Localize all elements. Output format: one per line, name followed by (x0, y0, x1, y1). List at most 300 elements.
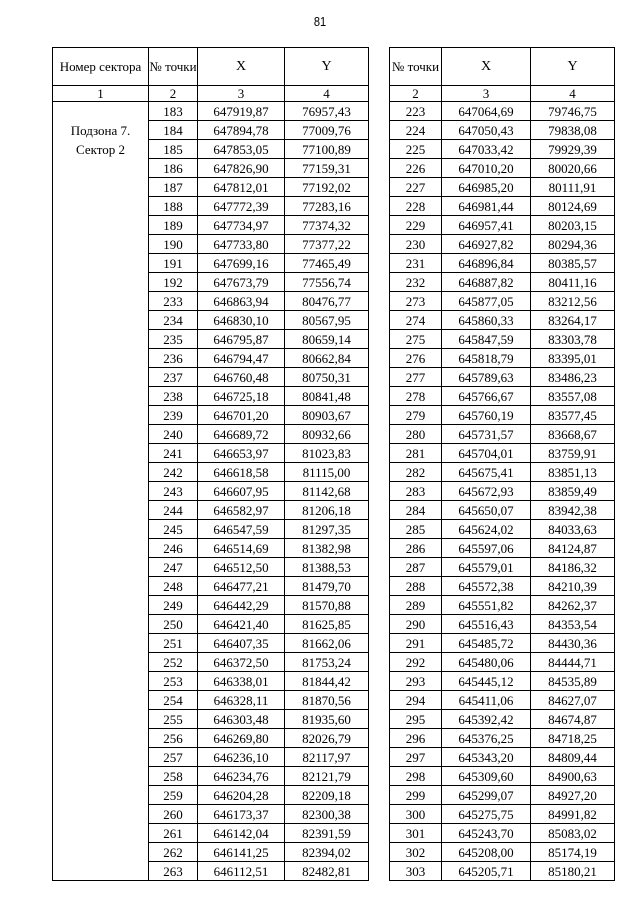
point-number-cell: 274 (390, 311, 442, 330)
x-coordinate-cell: 646957,41 (442, 216, 531, 235)
y-coordinate-cell: 81844,42 (285, 672, 369, 691)
x-coordinate-cell: 646896,84 (442, 254, 531, 273)
x-coordinate-cell: 647772,39 (198, 197, 285, 216)
point-number-cell: 257 (149, 748, 198, 767)
x-coordinate-cell: 646234,76 (198, 767, 285, 786)
table-row (390, 710, 615, 729)
table-row (390, 178, 615, 197)
x-coordinate-cell: 646477,21 (198, 577, 285, 596)
x-coordinate-cell: 645847,59 (442, 330, 531, 349)
x-coordinate-cell: 646794,47 (198, 349, 285, 368)
x-coordinate-cell: 646512,50 (198, 558, 285, 577)
y-coordinate-cell: 81753,24 (285, 653, 369, 672)
table-row (390, 102, 615, 121)
x-coordinate-cell: 645704,01 (442, 444, 531, 463)
x-coordinate-cell: 647894,78 (198, 121, 285, 140)
y-coordinate-cell: 83395,01 (531, 349, 615, 368)
point-number-cell: 229 (390, 216, 442, 235)
point-number-cell: 259 (149, 786, 198, 805)
y-coordinate-cell: 84353,54 (531, 615, 615, 634)
point-number-cell: 226 (390, 159, 442, 178)
x-coordinate-cell: 645411,06 (442, 691, 531, 710)
y-coordinate-cell: 82026,79 (285, 729, 369, 748)
point-number-cell: 191 (149, 254, 198, 273)
y-coordinate-cell: 80841,48 (285, 387, 369, 406)
x-coordinate-cell: 645376,25 (442, 729, 531, 748)
point-number-cell: 283 (390, 482, 442, 501)
x-coordinate-cell: 647673,79 (198, 273, 285, 292)
x-coordinate-cell: 646981,44 (442, 197, 531, 216)
y-coordinate-cell: 80203,15 (531, 216, 615, 235)
point-number-cell: 190 (149, 235, 198, 254)
point-number-cell: 302 (390, 843, 442, 862)
x-coordinate-cell: 646582,97 (198, 501, 285, 520)
point-number-cell: 263 (149, 862, 198, 881)
y-coordinate-cell: 84444,71 (531, 653, 615, 672)
point-number-cell: 246 (149, 539, 198, 558)
table-row (390, 254, 615, 273)
y-coordinate-cell: 82394,02 (285, 843, 369, 862)
table-row (390, 843, 615, 862)
table-row (390, 273, 615, 292)
point-number-cell: 234 (149, 311, 198, 330)
point-number-cell: 225 (390, 140, 442, 159)
x-coordinate-cell: 646328,11 (198, 691, 285, 710)
y-coordinate-cell: 84033,63 (531, 520, 615, 539)
table-row (390, 501, 615, 520)
table-row (390, 368, 615, 387)
coordinates-table-right (389, 47, 615, 881)
x-coordinate-cell: 645551,82 (442, 596, 531, 615)
point-number-cell: 296 (390, 729, 442, 748)
point-number-cell: 294 (390, 691, 442, 710)
y-coordinate-cell: 77159,31 (285, 159, 369, 178)
table-row (390, 767, 615, 786)
x-coordinate-cell: 647826,90 (198, 159, 285, 178)
point-number-cell: 188 (149, 197, 198, 216)
y-coordinate-cell: 80111,91 (531, 178, 615, 197)
x-coordinate-cell: 645624,02 (442, 520, 531, 539)
coordinates-table-left (52, 47, 369, 881)
table-row (390, 121, 615, 140)
point-number-cell: 280 (390, 425, 442, 444)
y-coordinate-cell: 80903,67 (285, 406, 369, 425)
column-number-4: 4 (285, 86, 369, 102)
y-coordinate-cell: 82391,59 (285, 824, 369, 843)
x-coordinate-cell: 646701,20 (198, 406, 285, 425)
x-coordinate-cell: 646442,29 (198, 596, 285, 615)
x-coordinate-cell: 645243,70 (442, 824, 531, 843)
x-coordinate-cell: 645789,63 (442, 368, 531, 387)
table-row (390, 653, 615, 672)
x-coordinate-cell: 645343,20 (442, 748, 531, 767)
header-sector: Номер сектора (53, 48, 149, 86)
point-number-cell: 292 (390, 653, 442, 672)
table-row (390, 425, 615, 444)
table-row (390, 387, 615, 406)
point-number-cell: 260 (149, 805, 198, 824)
page-number: 81 (313, 14, 327, 29)
y-coordinate-cell: 80750,31 (285, 368, 369, 387)
y-coordinate-cell: 81570,88 (285, 596, 369, 615)
point-number-cell: 301 (390, 824, 442, 843)
y-coordinate-cell: 84124,87 (531, 539, 615, 558)
x-coordinate-cell: 646653,97 (198, 444, 285, 463)
point-number-cell: 233 (149, 292, 198, 311)
point-number-cell: 288 (390, 577, 442, 596)
x-coordinate-cell: 645597,06 (442, 539, 531, 558)
x-coordinate-cell: 646372,50 (198, 653, 285, 672)
x-coordinate-cell: 646547,59 (198, 520, 285, 539)
table-row (390, 330, 615, 349)
table-row (390, 482, 615, 501)
x-coordinate-cell: 647733,80 (198, 235, 285, 254)
y-coordinate-cell: 83264,17 (531, 311, 615, 330)
point-number-cell: 285 (390, 520, 442, 539)
y-coordinate-cell: 81625,85 (285, 615, 369, 634)
y-coordinate-cell: 77283,16 (285, 197, 369, 216)
table-row (390, 520, 615, 539)
y-coordinate-cell: 77192,02 (285, 178, 369, 197)
point-number-cell: 224 (390, 121, 442, 140)
x-coordinate-cell: 646514,69 (198, 539, 285, 558)
x-coordinate-cell: 646689,72 (198, 425, 285, 444)
point-number-cell: 232 (390, 273, 442, 292)
y-coordinate-cell: 84210,39 (531, 577, 615, 596)
point-number-cell: 187 (149, 178, 198, 197)
x-coordinate-cell: 646863,94 (198, 292, 285, 311)
point-number-cell: 184 (149, 121, 198, 140)
x-coordinate-cell: 647734,97 (198, 216, 285, 235)
x-coordinate-cell: 646887,82 (442, 273, 531, 292)
x-coordinate-cell: 645485,72 (442, 634, 531, 653)
x-coordinate-cell: 645516,43 (442, 615, 531, 634)
x-coordinate-cell: 646112,51 (198, 862, 285, 881)
table-row (390, 729, 615, 748)
table-row (390, 140, 615, 159)
point-number-cell: 231 (390, 254, 442, 273)
table-row (390, 672, 615, 691)
x-coordinate-cell: 646607,95 (198, 482, 285, 501)
header-y: Y (531, 48, 615, 86)
y-coordinate-cell: 77100,89 (285, 140, 369, 159)
table-row (390, 577, 615, 596)
table-row (390, 463, 615, 482)
column-number-1: 1 (53, 86, 149, 102)
table-row (390, 862, 615, 881)
y-coordinate-cell: 81206,18 (285, 501, 369, 520)
x-coordinate-cell: 645480,06 (442, 653, 531, 672)
y-coordinate-cell: 84535,89 (531, 672, 615, 691)
point-number-cell: 297 (390, 748, 442, 767)
point-number-cell: 273 (390, 292, 442, 311)
x-coordinate-cell: 646795,87 (198, 330, 285, 349)
point-number-cell: 256 (149, 729, 198, 748)
y-coordinate-cell: 85180,21 (531, 862, 615, 881)
x-coordinate-cell: 645309,60 (442, 767, 531, 786)
y-coordinate-cell: 84900,63 (531, 767, 615, 786)
x-coordinate-cell: 646142,04 (198, 824, 285, 843)
point-number-cell: 281 (390, 444, 442, 463)
point-number-cell: 254 (149, 691, 198, 710)
table-row (390, 596, 615, 615)
x-coordinate-cell: 646338,01 (198, 672, 285, 691)
y-coordinate-cell: 83577,45 (531, 406, 615, 425)
y-coordinate-cell: 80124,69 (531, 197, 615, 216)
y-coordinate-cell: 83557,08 (531, 387, 615, 406)
table-row (53, 102, 369, 121)
right-table-body (390, 102, 615, 881)
table-row (390, 216, 615, 235)
header-point-number: № точки (390, 48, 442, 86)
y-coordinate-cell: 81388,53 (285, 558, 369, 577)
x-coordinate-cell: 647033,42 (442, 140, 531, 159)
y-coordinate-cell: 82121,79 (285, 767, 369, 786)
y-coordinate-cell: 81662,06 (285, 634, 369, 653)
header-point-number: № точки (149, 48, 198, 86)
y-coordinate-cell: 84430,36 (531, 634, 615, 653)
point-number-cell: 250 (149, 615, 198, 634)
x-coordinate-cell: 646760,48 (198, 368, 285, 387)
point-number-cell: 258 (149, 767, 198, 786)
y-coordinate-cell: 84927,20 (531, 786, 615, 805)
table-row (390, 786, 615, 805)
point-number-cell: 236 (149, 349, 198, 368)
point-number-cell: 183 (149, 102, 198, 121)
table-row (390, 691, 615, 710)
x-coordinate-cell: 646204,28 (198, 786, 285, 805)
header-x: X (442, 48, 531, 86)
y-coordinate-cell: 83303,78 (531, 330, 615, 349)
x-coordinate-cell: 646303,48 (198, 710, 285, 729)
x-coordinate-cell: 645675,41 (442, 463, 531, 482)
x-coordinate-cell: 646927,82 (442, 235, 531, 254)
y-coordinate-cell: 81382,98 (285, 539, 369, 558)
column-number-4: 4 (531, 86, 615, 102)
table-row (390, 539, 615, 558)
y-coordinate-cell: 84718,25 (531, 729, 615, 748)
x-coordinate-cell: 646269,80 (198, 729, 285, 748)
x-coordinate-cell: 645760,19 (442, 406, 531, 425)
x-coordinate-cell: 645299,07 (442, 786, 531, 805)
y-coordinate-cell: 84262,37 (531, 596, 615, 615)
column-number-2: 2 (390, 86, 442, 102)
point-number-cell: 277 (390, 368, 442, 387)
point-number-cell: 253 (149, 672, 198, 691)
point-number-cell: 276 (390, 349, 442, 368)
x-coordinate-cell: 646173,37 (198, 805, 285, 824)
y-coordinate-cell: 80659,14 (285, 330, 369, 349)
table-row (390, 235, 615, 254)
point-number-cell: 262 (149, 843, 198, 862)
y-coordinate-cell: 85174,19 (531, 843, 615, 862)
point-number-cell: 293 (390, 672, 442, 691)
point-number-cell: 247 (149, 558, 198, 577)
x-coordinate-cell: 645877,05 (442, 292, 531, 311)
point-number-cell: 238 (149, 387, 198, 406)
column-number-3: 3 (442, 86, 531, 102)
table-row (390, 558, 615, 577)
x-coordinate-cell: 646830,10 (198, 311, 285, 330)
x-coordinate-cell: 646421,40 (198, 615, 285, 634)
point-number-cell: 289 (390, 596, 442, 615)
table-row (390, 292, 615, 311)
x-coordinate-cell: 647050,43 (442, 121, 531, 140)
point-number-cell: 244 (149, 501, 198, 520)
y-coordinate-cell: 81870,56 (285, 691, 369, 710)
y-coordinate-cell: 81115,00 (285, 463, 369, 482)
x-coordinate-cell: 645672,93 (442, 482, 531, 501)
point-number-cell: 298 (390, 767, 442, 786)
x-coordinate-cell: 645860,33 (442, 311, 531, 330)
table-row (390, 349, 615, 368)
y-coordinate-cell: 82117,97 (285, 748, 369, 767)
point-number-cell: 249 (149, 596, 198, 615)
y-coordinate-cell: 81479,70 (285, 577, 369, 596)
table-row (390, 824, 615, 843)
x-coordinate-cell: 645579,01 (442, 558, 531, 577)
x-coordinate-cell: 646618,58 (198, 463, 285, 482)
x-coordinate-cell: 645205,71 (442, 862, 531, 881)
x-coordinate-cell: 645818,79 (442, 349, 531, 368)
y-coordinate-cell: 80662,84 (285, 349, 369, 368)
x-coordinate-cell: 646236,10 (198, 748, 285, 767)
y-coordinate-cell: 82482,81 (285, 862, 369, 881)
y-coordinate-cell: 84186,32 (531, 558, 615, 577)
column-number-2: 2 (149, 86, 198, 102)
x-coordinate-cell: 646985,20 (442, 178, 531, 197)
y-coordinate-cell: 82300,38 (285, 805, 369, 824)
x-coordinate-cell: 645650,07 (442, 501, 531, 520)
point-number-cell: 237 (149, 368, 198, 387)
y-coordinate-cell: 79746,75 (531, 102, 615, 121)
x-coordinate-cell: 645275,75 (442, 805, 531, 824)
point-number-cell: 235 (149, 330, 198, 349)
point-number-cell: 299 (390, 786, 442, 805)
point-number-cell: 185 (149, 140, 198, 159)
y-coordinate-cell: 79838,08 (531, 121, 615, 140)
y-coordinate-cell: 81142,68 (285, 482, 369, 501)
y-coordinate-cell: 83668,67 (531, 425, 615, 444)
x-coordinate-cell: 647919,87 (198, 102, 285, 121)
x-coordinate-cell: 646725,18 (198, 387, 285, 406)
point-number-cell: 291 (390, 634, 442, 653)
x-coordinate-cell: 645766,67 (442, 387, 531, 406)
point-number-cell: 295 (390, 710, 442, 729)
column-number-3: 3 (198, 86, 285, 102)
y-coordinate-cell: 80385,57 (531, 254, 615, 273)
point-number-cell: 287 (390, 558, 442, 577)
y-coordinate-cell: 83942,38 (531, 501, 615, 520)
y-coordinate-cell: 84991,82 (531, 805, 615, 824)
point-number-cell: 286 (390, 539, 442, 558)
x-coordinate-cell: 647812,01 (198, 178, 285, 197)
x-coordinate-cell: 645572,38 (442, 577, 531, 596)
y-coordinate-cell: 77374,32 (285, 216, 369, 235)
header-x: X (198, 48, 285, 86)
y-coordinate-cell: 81023,83 (285, 444, 369, 463)
point-number-cell: 223 (390, 102, 442, 121)
y-coordinate-cell: 83759,91 (531, 444, 615, 463)
x-coordinate-cell: 645208,00 (442, 843, 531, 862)
point-number-cell: 279 (390, 406, 442, 425)
table-row (390, 311, 615, 330)
y-coordinate-cell: 81935,60 (285, 710, 369, 729)
y-coordinate-cell: 85083,02 (531, 824, 615, 843)
x-coordinate-cell: 645731,57 (442, 425, 531, 444)
point-number-cell: 300 (390, 805, 442, 824)
y-coordinate-cell: 83859,49 (531, 482, 615, 501)
sector-label: Подзона 7. Сектор 2 (53, 102, 149, 881)
table-row (390, 634, 615, 653)
y-coordinate-cell: 77377,22 (285, 235, 369, 254)
table-row (390, 159, 615, 178)
y-coordinate-cell: 84627,07 (531, 691, 615, 710)
table-row (390, 748, 615, 767)
y-coordinate-cell: 76957,43 (285, 102, 369, 121)
x-coordinate-cell: 647699,16 (198, 254, 285, 273)
y-coordinate-cell: 84674,87 (531, 710, 615, 729)
point-number-cell: 240 (149, 425, 198, 444)
point-number-cell: 189 (149, 216, 198, 235)
y-coordinate-cell: 80932,66 (285, 425, 369, 444)
point-number-cell: 252 (149, 653, 198, 672)
y-coordinate-cell: 83851,13 (531, 463, 615, 482)
x-coordinate-cell: 647853,05 (198, 140, 285, 159)
point-number-cell: 245 (149, 520, 198, 539)
point-number-cell: 275 (390, 330, 442, 349)
point-number-cell: 241 (149, 444, 198, 463)
point-number-cell: 230 (390, 235, 442, 254)
y-coordinate-cell: 77465,49 (285, 254, 369, 273)
y-coordinate-cell: 81297,35 (285, 520, 369, 539)
x-coordinate-cell: 647010,20 (442, 159, 531, 178)
point-number-cell: 227 (390, 178, 442, 197)
y-coordinate-cell: 80020,66 (531, 159, 615, 178)
y-coordinate-cell: 79929,39 (531, 140, 615, 159)
point-number-cell: 251 (149, 634, 198, 653)
y-coordinate-cell: 80294,36 (531, 235, 615, 254)
table-row (390, 406, 615, 425)
x-coordinate-cell: 645445,12 (442, 672, 531, 691)
y-coordinate-cell: 80411,16 (531, 273, 615, 292)
x-coordinate-cell: 645392,42 (442, 710, 531, 729)
point-number-cell: 278 (390, 387, 442, 406)
table-row (390, 615, 615, 634)
point-number-cell: 282 (390, 463, 442, 482)
y-coordinate-cell: 77556,74 (285, 273, 369, 292)
x-coordinate-cell: 647064,69 (442, 102, 531, 121)
table-row (390, 805, 615, 824)
point-number-cell: 186 (149, 159, 198, 178)
table-row (390, 444, 615, 463)
y-coordinate-cell: 80476,77 (285, 292, 369, 311)
point-number-cell: 255 (149, 710, 198, 729)
x-coordinate-cell: 646407,35 (198, 634, 285, 653)
point-number-cell: 248 (149, 577, 198, 596)
y-coordinate-cell: 83212,56 (531, 292, 615, 311)
y-coordinate-cell: 80567,95 (285, 311, 369, 330)
point-number-cell: 239 (149, 406, 198, 425)
y-coordinate-cell: 82209,18 (285, 786, 369, 805)
point-number-cell: 303 (390, 862, 442, 881)
point-number-cell: 192 (149, 273, 198, 292)
point-number-cell: 261 (149, 824, 198, 843)
y-coordinate-cell: 84809,44 (531, 748, 615, 767)
y-coordinate-cell: 83486,23 (531, 368, 615, 387)
left-table-body (53, 102, 369, 881)
table-row (390, 197, 615, 216)
